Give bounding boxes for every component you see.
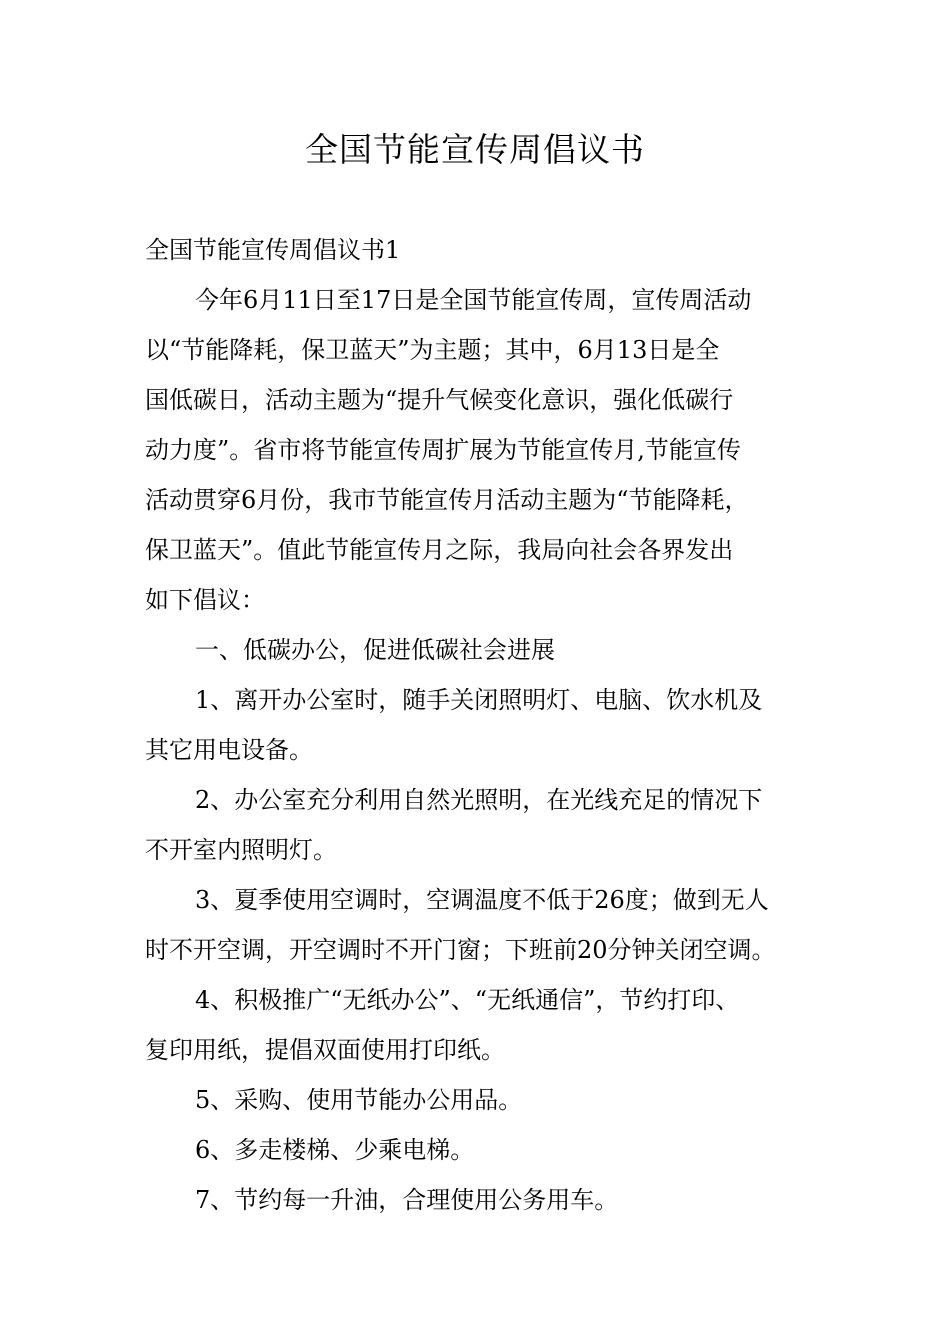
- section-heading: [145, 625, 835, 675]
- paragraph-line: 2、办公室充分利用自然光照明，在光线充足的情况下: [195, 786, 763, 814]
- list-item: [145, 875, 835, 975]
- paragraph-line: 不开室内照明灯。: [145, 836, 337, 864]
- paragraph-line: 如下倡议：: [145, 586, 265, 614]
- list-item: [145, 775, 835, 875]
- paragraph-line: 其它用电设备。: [145, 736, 313, 764]
- list-item: [145, 1175, 835, 1225]
- paragraph-line: 6、多走楼梯、少乘电梯。: [195, 1136, 475, 1164]
- paragraph-line: 复印用纸，提倡双面使用打印纸。: [145, 1036, 505, 1064]
- paragraph-intro: [145, 275, 835, 625]
- list-item: [145, 1125, 835, 1175]
- paragraph-line: 动力度”。省市将节能宣传周扩展为节能宣传月,节能宣传: [145, 436, 741, 464]
- list-item: [145, 975, 835, 1075]
- paragraph-line: 4、积极推广“无纸办公”、“无纸通信”，节约打印、: [195, 986, 740, 1014]
- paragraph-line: 以“节能降耗，保卫蓝天”为主题；其中，6月13日是全: [145, 336, 720, 364]
- list-item: [145, 1075, 835, 1125]
- paragraph-line: 时不开空调，开空调时不开门窗；下班前20分钟关闭空调。: [145, 936, 776, 964]
- document-subtitle: 全国节能宣传周倡议书1: [145, 236, 401, 264]
- paragraph-line: 3、夏季使用空调时，空调温度不低于26度；做到无人: [195, 886, 769, 914]
- paragraph-line: 今年6月11日至17日是全国节能宣传周，宣传周活动: [195, 286, 752, 314]
- paragraph-line: 7、节约每一升油，合理使用公务用车。: [195, 1186, 619, 1214]
- paragraph-line: 5、采购、使用节能办公用品。: [195, 1086, 523, 1114]
- paragraph-line: 国低碳日，活动主题为“提升气候变化意识，强化低碳行: [145, 386, 734, 414]
- paragraph-line: 保卫蓝天”。值此节能宣传月之际，我局向社会各界发出: [145, 536, 734, 564]
- section-heading-line: 一、低碳办公，促进低碳社会进展: [195, 636, 555, 664]
- document-title: 全国节能宣传周倡议书: [305, 130, 645, 169]
- document-body: [145, 225, 835, 1225]
- paragraph-line: 1、离开办公室时，随手关闭照明灯、电脑、饮水机及: [195, 686, 763, 714]
- list-item: [145, 675, 835, 775]
- paragraph-line: 活动贯穿6月份，我市节能宣传月活动主题为“节能降耗，: [145, 486, 749, 514]
